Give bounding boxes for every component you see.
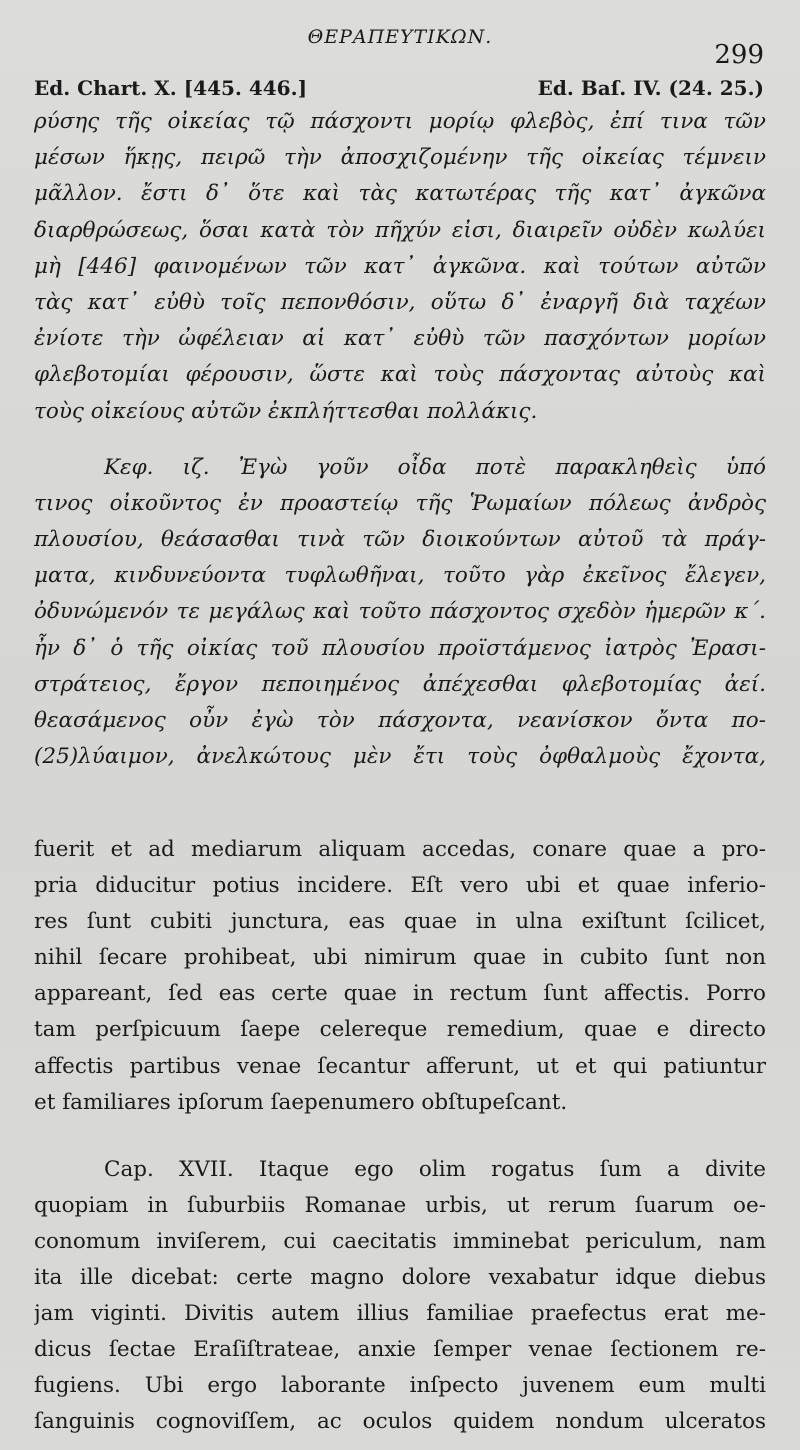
text-line: Cap. XVII. Itaque ego olim rogatus ſum a divite: [104, 1156, 766, 1182]
text-line: ita ille dicebat: certe magno dolore vexabatur idque diebus: [34, 1265, 766, 1291]
running-title: ΘΕΡΑΠΕΥΤΙΚΩΝ.: [307, 26, 493, 48]
text-line: pria diducitur potius incidere. Eſt vero ubi et quae inferio-: [34, 873, 766, 899]
page-number: 299: [714, 40, 764, 70]
text-line: affectis partibus venae ſecantur afferunt, ut et qui patiuntur: [34, 1053, 766, 1079]
text-line: quopiam in ſuburbiis Romanae urbis, ut rerum ſuarum oe-: [34, 1192, 766, 1218]
text-line: τοὺς οἰκείους αὐτῶν ἐκπλήττεσθαι πολλάκις.: [34, 398, 538, 424]
text-line: μὴ [446] φαινομένων τῶν κατ᾽ ἀγκῶνα. καὶ τούτων αὐτῶν: [34, 253, 766, 279]
latin-paragraph-1: [34, 832, 766, 1121]
text-line: nihil ſecare prohibeat, ubi nimirum quae in cubito ſunt non: [34, 945, 766, 971]
text-line: ἦν δ᾽ ὁ τῆς οἰκίας τοῦ πλουσίου προϊστάμενος ἰατρὸς Ἐρασι-: [34, 635, 766, 661]
greek-paragraph-1: [34, 104, 766, 430]
text-line: ρύσης τῆς οἰκείας τῷ πάσχοντι μορίῳ φλεβὸς, ἐπί τινα τῶν: [34, 109, 766, 134]
edition-reference-right: Ed. Baſ. IV. (24. 25.): [537, 76, 764, 100]
text-line: ὀδυνώμενόν τε μεγάλως καὶ τοῦτο πάσχοντος σχεδὸν ἡμερῶν κ΄.: [34, 599, 766, 625]
paragraph-gap: [34, 1121, 766, 1152]
text-line: dicus ſectae Eraſiſtrateae, anxie ſemper venae ſectionem re-: [34, 1337, 766, 1363]
text-line: fuerit et ad mediarum aliquam accedas, conare quae a pro-: [34, 837, 766, 862]
latin-paragraph-2: [34, 1152, 766, 1441]
text-line: μέσων ἥκῃς, πειρῶ τὴν ἀποσχιζομένην τῆς οἰκείας τέμνειν: [34, 145, 766, 171]
text-line: tam perſpicuum ſaepe celereque remedium, quae e directo: [34, 1017, 766, 1043]
text-line: ſanguinis cognoviſſem, ac oculos quidem nondum ulceratos: [34, 1409, 766, 1435]
text-line: Κεφ. ιζ. Ἐγὼ γοῦν οἶδα ποτὲ παρακληθεὶς ὑπό: [104, 454, 766, 480]
text-line: στράτειος, ἔργον πεποιημένος ἀπέχεσθαι φλεβοτομίας ἀεί.: [34, 671, 766, 697]
text-line: πλουσίου, θεάσασθαι τινὰ τῶν διοικούντων αὐτοῦ τὰ πράγ-: [34, 527, 766, 553]
text-line: conomum inviſerem, cui caecitatis imminebat periculum, nam: [34, 1228, 766, 1254]
latin-text-block: [34, 832, 766, 1441]
text-line: φλεβοτομίαι φέρουσιν, ὥστε καὶ τοὺς πάσχοντας αὐτοὺς καὶ: [34, 362, 766, 388]
text-line: τὰς κατ᾽ εὐθὺ τοῖς πεπονθόσιν, οὕτω δ᾽ ἐναργῆ διὰ ταχέων: [34, 289, 766, 315]
text-line: et familiares ipſorum ſaepenumero obſtupeſcant.: [34, 1089, 568, 1115]
text-line: fugiens. Ubi ergo laborante inſpecto juvenem eum multi: [34, 1373, 766, 1399]
edition-reference-left: Ed. Chart. X. [445. 446.]: [34, 76, 308, 100]
greek-text-block: [34, 104, 766, 775]
text-line: jam viginti. Divitis autem illius familiae praefectus erat me-: [34, 1301, 766, 1327]
edition-reference-line: [34, 76, 764, 100]
text-line: appareant, ſed eas certe quae in rectum ſunt affectis. Porro: [34, 981, 766, 1007]
text-line: μᾶλλον. ἔστι δ᾽ ὅτε καὶ τὰς κατωτέρας τῆς κατ᾽ ἀγκῶνα: [34, 181, 766, 207]
greek-paragraph-2: [34, 450, 766, 776]
text-line: διαρθρώσεως, ὅσαι κατὰ τὸν πῆχύν εἰσι, διαιρεῖν οὐδὲν κωλύει: [34, 217, 766, 243]
text-line: ἐνίοτε τὴν ὠφέλειαν αἱ κατ᾽ εὐθὺ τῶν πασχόντων μορίων: [34, 326, 766, 352]
text-line: (25)λύαιμον, ἀνελκώτους μὲν ἔτι τοὺς ὀφθαλμοὺς ἔχοντα,: [34, 744, 766, 770]
text-line: res ſunt cubiti junctura, eas quae in ulna exiſtunt ſcilicet,: [34, 909, 766, 935]
paragraph-gap: [34, 430, 766, 450]
text-line: τινος οἰκοῦντος ἐν προαστείῳ τῆς Ῥωμαίων πόλεως ἀνδρὸς: [34, 490, 766, 516]
text-line: ματα, κινδυνεύοντα τυφλωθῆναι, τοῦτο γὰρ ἐκεῖνος ἔλεγεν,: [34, 563, 766, 589]
text-line: θεασάμενος οὖν ἐγὼ τὸν πάσχοντα, νεανίσκον ὄντα πο-: [34, 708, 766, 733]
